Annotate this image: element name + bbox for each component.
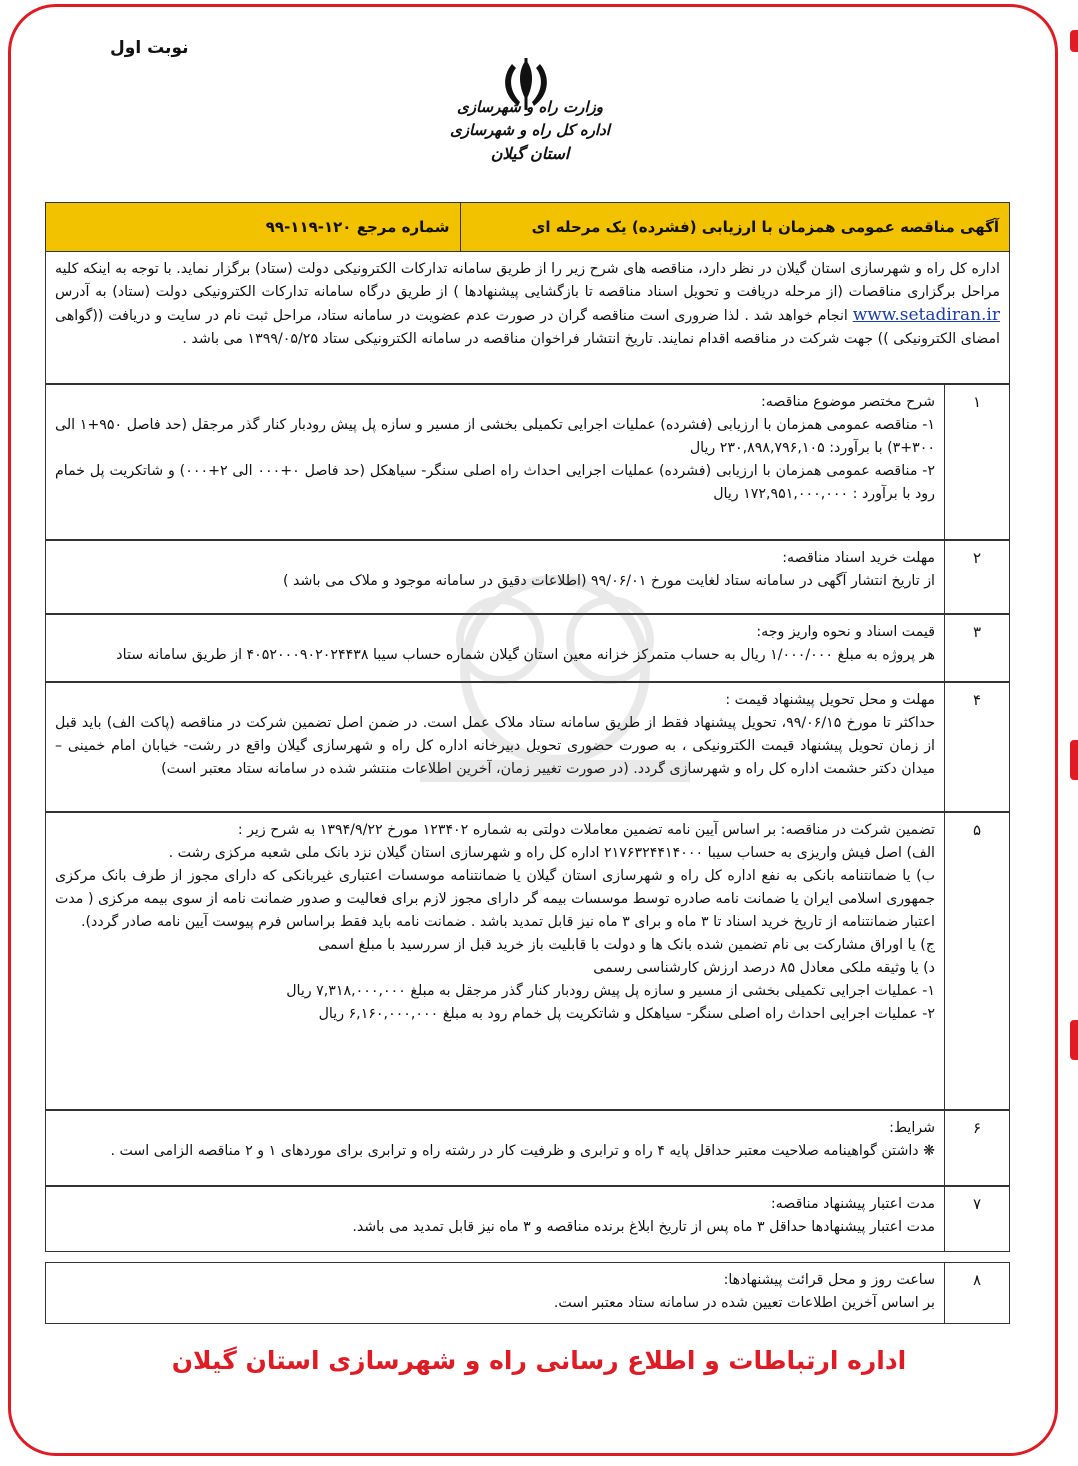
clause-title: شرح مختصر موضوع مناقصه: — [760, 394, 935, 410]
clause-body — [46, 615, 944, 681]
clause-row — [45, 1262, 1010, 1324]
clause-body — [46, 1263, 944, 1323]
clause-row — [45, 1110, 1010, 1186]
clause-number: ۴ — [944, 683, 1009, 811]
footer-department: اداره ارتباطات و اطلاع رسانی راه و شهرسازی استان گیلان — [171, 1346, 907, 1375]
ministry-line: وزارت راه و شهرسازی — [456, 98, 604, 116]
clause-number: ۱ — [944, 385, 1009, 539]
clause-row — [45, 540, 1010, 614]
clause-title: مدت اعتبار پیشنهاد مناقصه: — [770, 1196, 935, 1212]
clause-number: ۷ — [944, 1187, 1009, 1251]
notice-header — [45, 202, 1010, 252]
clause-title: شرایط: — [889, 1120, 935, 1136]
side-tab — [1070, 30, 1078, 52]
clause-line: د) یا وثیقه ملکی معادل ۸۵ درصد ارزش کارشناسی رسمی — [593, 960, 935, 976]
clause-line: هر پروژه به مبلغ ۱/۰۰۰/۰۰۰ ریال به حساب متمرکز خزانه معین استان گیلان شماره حساب سیبا ۴۰۵۲۰۰۰۹۰۲۰۲۴۴۳۸ از طریق سامانه ستاد — [116, 647, 935, 663]
clause-row — [45, 682, 1010, 812]
clause-line: ج) یا اوراق مشارکت بی نام تضمین شده بانک ها و دولت با قابلیت باز خرید قبل از سررسید با مبلغ اسمی — [318, 937, 935, 953]
clause-line: الف) اصل فیش واریزی به حساب سیبا ۲۱۷۶۳۲۴۴۱۴۰۰۰ اداره کل راه و شهرسازی استان گیلان نزد بانک ملی شعبه مرکزی رشت . — [168, 845, 935, 861]
clause-line: حداکثر تا مورخ ۹۹/۰۶/۱۵، تحویل پیشنهاد فقط از طریق سامانه ستاد ملاک عمل است. در ضمن اصل تضمین شرکت در مناقصه (پاکت الف) باید قبل از زمان تحویل پیشنهاد قیمت الکترونیکی ، به صورت حضوری تحویل دبیرخانه اداره کل راه و شهرسازی گیلان واقع در رشت- خیابان امام خمینی – میدان دکتر حشمت اداره کل راه و شهرسازی گردد. (در صورت تغییر زمان، آخرین اطلاعات منتشر شده در سامانه ستاد معتبر است) — [55, 715, 935, 777]
clause-line: ❋ داشتن گواهینامه صلاحیت معتبر حداقل پایه ۴ راه و ترابری و ظرفیت کار در رشته راه و ترابری برای موردهای ۱ و ۲ مناقصه الزامی است . — [110, 1143, 935, 1159]
clause-line: ۱- عملیات اجرایی تکمیلی بخشی از مسیر و سازه پل پیش رودبار کنار گذر مرجقل به مبلغ ۷,۳۱۸,۰۰۰,۰۰۰ ریال — [286, 983, 935, 999]
side-tab — [1070, 1020, 1078, 1060]
clause-title: مهلت و محل تحویل پیشنهاد قیمت : — [725, 692, 935, 708]
clause-line: ۱- مناقصه عمومی همزمان با ارزیابی (فشرده) عملیات اجرایی تکمیلی بخشی از مسیر و سازه پل پیش رودبار کنار گذر مرجقل (حد فاصل ۹۵۰+۱ الی ۳۰۰+۳) با برآورد: ۲۳۰,۸۹۸,۷۹۶,۱۰۵ ریال — [55, 417, 935, 456]
clause-number: ۲ — [944, 541, 1009, 613]
clause-line: بر اساس آخرین اطلاعات تعیین شده در سامانه ستاد معتبر است. — [553, 1295, 935, 1311]
clause-body — [46, 1111, 944, 1185]
clause-row — [45, 614, 1010, 682]
clause-title: قیمت اسناد و نحوه واریز وجه: — [756, 624, 935, 640]
clause-title: تضمین شرکت در مناقصه: بر اساس آیین نامه تضمین معاملات دولتی به شماره ۱۲۳۴۰۲ مورخ ۱۳۹۴/۹/۲۲ به شرح زیر : — [237, 822, 935, 838]
ministry-logo-text — [430, 96, 630, 165]
round-label: نوبت اول — [110, 38, 189, 58]
clause-line: ۲- مناقصه عمومی همزمان با ارزیابی (فشرده) عملیات اجرایی احداث راه اصلی سنگر- سیاهکل (حد فاصل ۰+۰۰۰ الی ۲+۰۰۰) و شاتکریت پل خمام رود با برآورد : ۱۷۲,۹۵۱,۰۰۰,۰۰۰ ریال — [55, 463, 936, 502]
clause-body — [46, 1187, 944, 1251]
clause-title: ساعت روز و محل قرائت پیشنهادها: — [723, 1272, 935, 1288]
notice-title: آگهی مناقصه عمومی همزمان با ارزیابی (فشرده) یک مرحله ای — [460, 203, 1009, 252]
clause-row — [45, 1186, 1010, 1252]
clause-number: ۶ — [944, 1111, 1009, 1185]
clause-line: مدت اعتبار پیشنهادها حداقل ۳ ماه پس از تاریخ ابلاغ برنده مناقصه و ۳ ماه نیز قابل تمدید می باشد. — [352, 1219, 935, 1235]
intro-text: اداره کل راه و شهرسازی استان گیلان در نظر دارد، مناقصه های شرح زیر را از طریق سامانه تدارکات الکترونیکی دولت (ستاد) برگزار نماید. با توجه به اینکه کلیه مراحل برگزاری مناقصات (از مرحله دریافت و تحویل اسناد مناقصه تا بازگشایی پیشنهادها ) از طریق درگاه سامانه تدارکات الکترونیکی دولت (ستاد) به آدرس — [55, 261, 1000, 300]
clause-body — [46, 541, 944, 613]
clause-body — [46, 683, 944, 811]
clause-body — [46, 385, 944, 539]
clause-line: ب) یا ضمانتنامه بانکی به نفع اداره کل راه و شهرسازی استان گیلان یا ضمانتنامه موسسات اعتباری غیربانکی که دارای مجوز از طرف بانک مرکزی جمهوری اسلامی ایران یا ضمانت نامه صادره توسط موسسات بیمه گر دارای مجوز لازم برای فعالیت و صدور ضمانت نامه از سوی بیمه مرکزی ( مدت اعتبار ضمانتنامه از تاریخ خرید اسناد تا ۳ ماه و برای ۳ ماه نیز قابل تمدید باشد . ضمانت نامه باید فقط براساس فرم پیوست آیین نامه صادر گردد). — [55, 868, 935, 930]
reference-number: شماره مرجع ۱۲۰-۱۱۹-۹۹ — [46, 203, 461, 252]
ministry-province: استان گیلان — [490, 144, 570, 163]
clause-title: مهلت خرید اسناد مناقصه: — [782, 550, 935, 566]
clause-line: ۲- عملیات اجرایی احداث راه اصلی سنگر- سیاهکل و شاتکریت پل خمام رود به مبلغ ۶,۱۶۰,۰۰۰,۰۰۰ ریال — [318, 1006, 935, 1022]
ministry-line: اداره کل راه و شهرسازی — [450, 121, 610, 139]
setad-link[interactable]: www.setadiran.ir — [852, 305, 1000, 325]
side-tab — [1070, 740, 1078, 780]
clause-row — [45, 812, 1010, 1110]
clause-body — [46, 813, 944, 1109]
intro-paragraph — [45, 251, 1010, 384]
clause-line: از تاریخ انتشار آگهی در سامانه ستاد لغایت مورخ ۹۹/۰۶/۰۱ (اطلاعات دقیق در سامانه موجود و ملاک می باشد ) — [282, 573, 935, 589]
clause-row — [45, 384, 1010, 540]
clause-number: ۳ — [944, 615, 1009, 681]
clause-number: ۸ — [944, 1263, 1009, 1323]
clause-number: ۵ — [944, 813, 1009, 1109]
intro-text: انجام خواهد شد . لذا ضروری است مناقصه گران در صورت عدم عضویت در سامانه ستاد، مراحل ثبت نام در سایت و دریافت ((گواهی امضای الکترونیکی )) جهت شرکت در مناقصه اقدام نمایند. تاریخ انتشار فراخوان مناقصه در سامانه الکترونیکی ستاد ۱۳۹۹/۰۵/۲۵ می باشد . — [55, 308, 1000, 347]
